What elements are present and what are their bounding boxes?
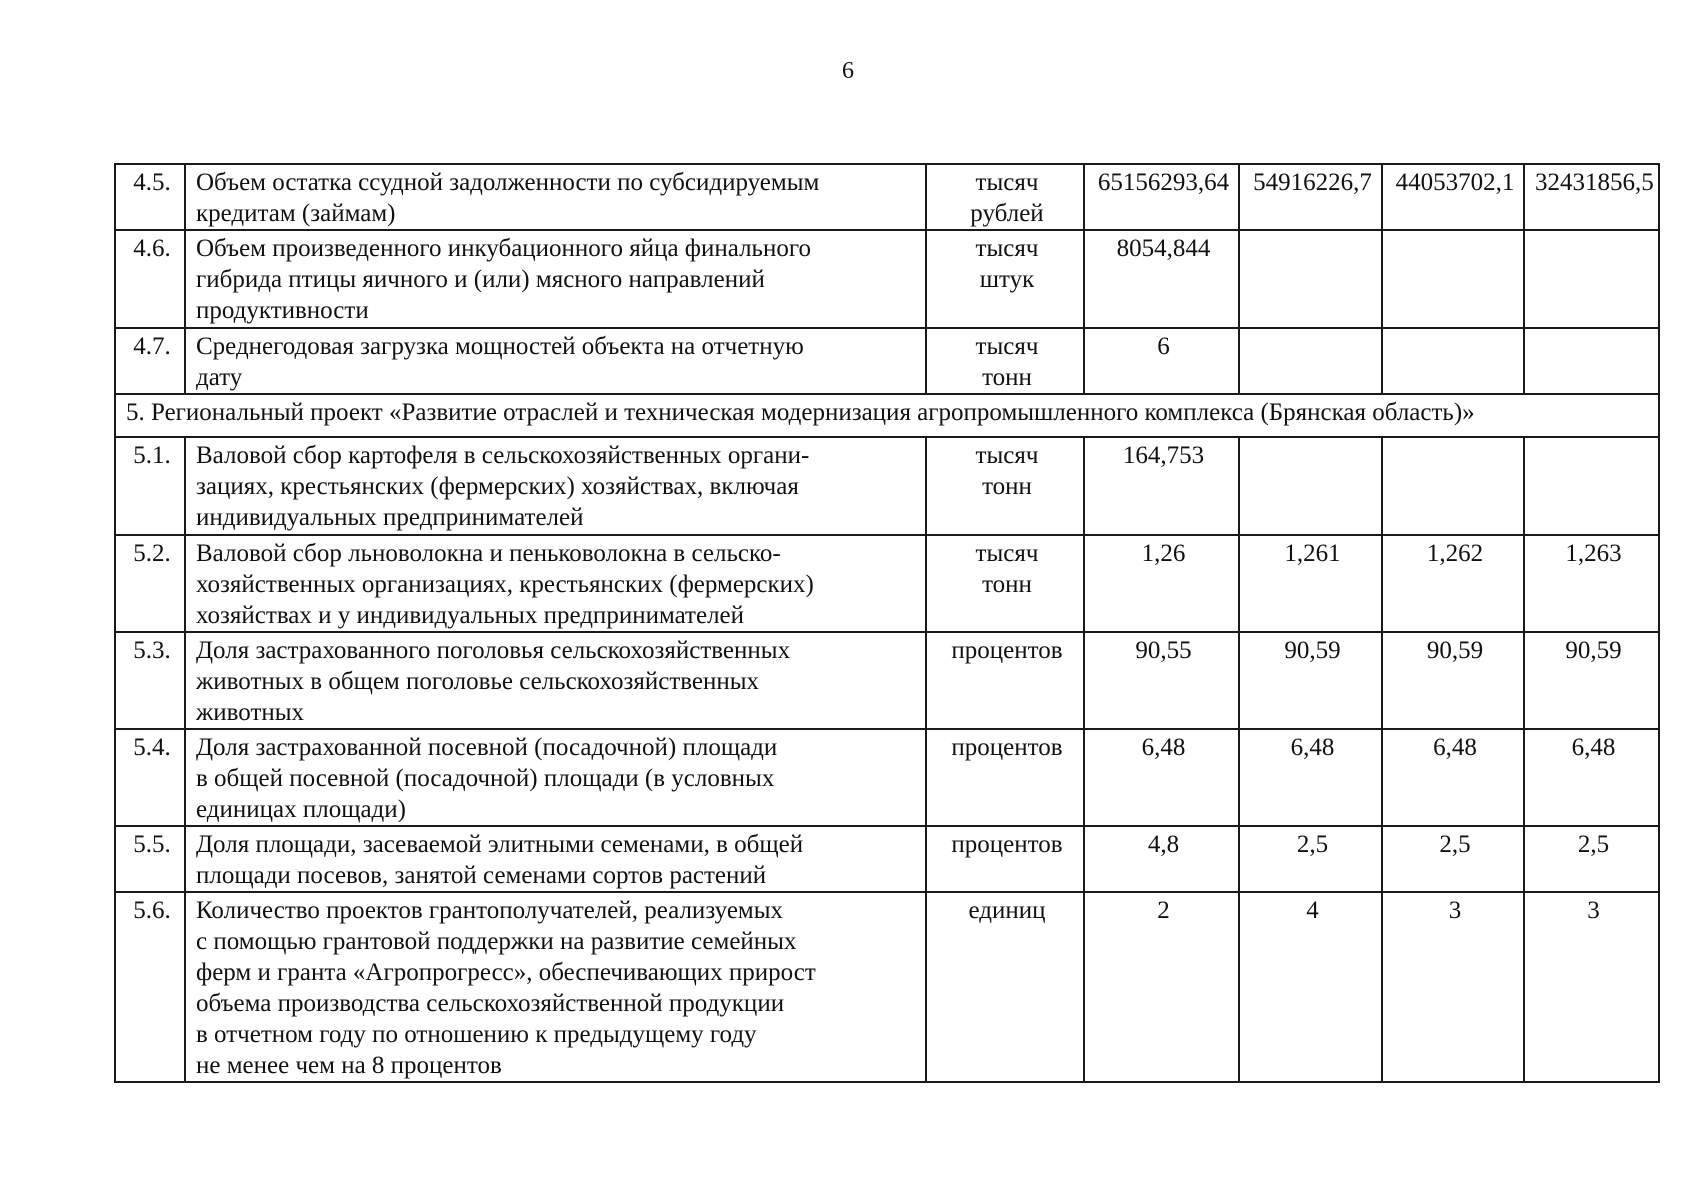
- unit-cell: [926, 729, 1084, 826]
- value-cell: 6,48: [1524, 729, 1659, 826]
- row-number: 5.6.: [115, 892, 185, 1082]
- value-cell: 164,753: [1084, 437, 1239, 535]
- text-line: хозяйствах и у индивидуальных предпринимателей: [196, 602, 745, 629]
- value-cell: 6,48: [1084, 729, 1239, 826]
- text-line: тысяч: [975, 442, 1039, 469]
- text-line: Доля площади, засеваемой элитными семенами, в общей: [196, 831, 804, 858]
- text-line: единиц: [968, 897, 1046, 924]
- text-line: индивидуальных предпринимателей: [196, 504, 584, 531]
- text-line: кредитам (займам): [196, 200, 396, 227]
- value-cell: [1524, 437, 1659, 535]
- text-line: процентов: [951, 734, 1063, 761]
- value-cell: [1239, 230, 1382, 328]
- value-cell: 1,26: [1084, 535, 1239, 632]
- indicator-name: [185, 632, 926, 729]
- text-line: тонн: [982, 473, 1032, 500]
- value-cell: 1,262: [1382, 535, 1524, 632]
- text-line: тысяч: [975, 235, 1039, 262]
- text-line: продуктивности: [196, 297, 369, 324]
- text-line: тонн: [982, 571, 1032, 598]
- value-cell: 2,5: [1382, 826, 1524, 892]
- text-line: зациях, крестьянских (фермерских) хозяйствах, включая: [196, 473, 799, 500]
- text-line: с помощью грантовой поддержки на развитие семейных: [196, 928, 797, 955]
- text-line: процентов: [951, 637, 1063, 664]
- value-cell: 44053702,1: [1382, 164, 1524, 230]
- row-number: 5.2.: [115, 535, 185, 632]
- indicator-name: [185, 230, 926, 328]
- text-line: тысяч: [975, 333, 1039, 360]
- value-cell: [1382, 230, 1524, 328]
- value-cell: 8054,844: [1084, 230, 1239, 328]
- indicator-name: [185, 826, 926, 892]
- text-line: в общей посевной (посадочной) площади (в условных: [196, 765, 775, 792]
- indicator-name: [185, 729, 926, 826]
- text-line: в отчетном году по отношению к предыдущему году: [196, 1021, 757, 1048]
- value-cell: 4: [1239, 892, 1382, 1082]
- text-line: тонн: [982, 364, 1032, 391]
- table-row-4-5: [115, 164, 1659, 230]
- value-cell: 1,261: [1239, 535, 1382, 632]
- text-line: площади посевов, занятой семенами сортов растений: [196, 862, 767, 889]
- text-line: процентов: [951, 831, 1063, 858]
- indicator-name: [185, 437, 926, 535]
- value-cell: 90,59: [1524, 632, 1659, 729]
- unit-cell: [926, 632, 1084, 729]
- value-cell: 2: [1084, 892, 1239, 1082]
- unit-cell: [926, 164, 1084, 230]
- value-cell: 6,48: [1382, 729, 1524, 826]
- table-row-4-7: [115, 328, 1659, 394]
- value-cell: 90,59: [1382, 632, 1524, 729]
- value-cell: 90,59: [1239, 632, 1382, 729]
- text-line: животных: [196, 699, 305, 726]
- table-row-5-6: [115, 892, 1659, 1082]
- value-cell: [1239, 437, 1382, 535]
- row-number: 5.3.: [115, 632, 185, 729]
- value-cell: 6,48: [1239, 729, 1382, 826]
- indicator-name: [185, 535, 926, 632]
- text-line: тысяч: [975, 169, 1039, 196]
- unit-cell: [926, 230, 1084, 328]
- text-line: Доля застрахованной посевной (посадочной) площади: [196, 734, 778, 761]
- text-line: Доля застрахованного поголовья сельскохозяйственных: [196, 637, 791, 664]
- section-row: [115, 394, 1659, 437]
- indicator-name: [185, 164, 926, 230]
- text-line: Объем произведенного инкубационного яйца финального: [196, 235, 811, 262]
- value-cell: [1524, 328, 1659, 394]
- text-line: Валовой сбор картофеля в сельскохозяйственных органи-: [196, 442, 810, 469]
- value-cell: 54916226,7: [1239, 164, 1382, 230]
- value-cell: 3: [1524, 892, 1659, 1082]
- text-line: объема производства сельскохозяйственной продукции: [196, 990, 785, 1017]
- row-number: 4.6.: [115, 230, 185, 328]
- indicators-table: [114, 163, 1660, 1083]
- table-row-5-1: [115, 437, 1659, 535]
- unit-cell: [926, 328, 1084, 394]
- text-line: хозяйственных организациях, крестьянских (фермерских): [196, 571, 814, 598]
- value-cell: 65156293,64: [1084, 164, 1239, 230]
- value-cell: [1524, 230, 1659, 328]
- unit-cell: [926, 826, 1084, 892]
- text-line: рублей: [970, 200, 1044, 227]
- text-line: Количество проектов грантополучателей, реализуемых: [196, 897, 784, 924]
- table-row-4-6: [115, 230, 1659, 328]
- text-line: гибрида птицы яичного и (или) мясного направлений: [196, 266, 765, 293]
- unit-cell: [926, 535, 1084, 632]
- value-cell: 90,55: [1084, 632, 1239, 729]
- value-cell: 2,5: [1524, 826, 1659, 892]
- value-cell: 32431856,5: [1524, 164, 1659, 230]
- indicator-name: [185, 892, 926, 1082]
- table-row-5-5: [115, 826, 1659, 892]
- row-number: 5.5.: [115, 826, 185, 892]
- text-line: тысяч: [975, 540, 1039, 567]
- indicator-name: [185, 328, 926, 394]
- value-cell: [1239, 328, 1382, 394]
- value-cell: [1382, 328, 1524, 394]
- value-cell: 2,5: [1239, 826, 1382, 892]
- text-line: Валовой сбор льноволокна и пеньковолокна в сельско-: [196, 540, 781, 567]
- text-line: животных в общем поголовье сельскохозяйственных: [196, 668, 760, 695]
- text-line: единицах площади): [196, 796, 406, 823]
- table-row-5-3: [115, 632, 1659, 729]
- section-title: 5. Региональный проект «Развитие отраслей и техническая модернизация агропромышленного комплекса (Брянская область)»: [115, 394, 1659, 437]
- text-line: не менее чем на 8 процентов: [196, 1052, 502, 1079]
- value-cell: [1382, 437, 1524, 535]
- unit-cell: [926, 892, 1084, 1082]
- text-line: штук: [979, 266, 1035, 293]
- text-line: дату: [196, 364, 243, 391]
- value-cell: 3: [1382, 892, 1524, 1082]
- text-line: Объем остатка ссудной задолженности по субсидируемым: [196, 169, 820, 196]
- text-line: ферм и гранта «Агропрогресс», обеспечивающих прирост: [196, 959, 816, 986]
- row-number: 4.5.: [115, 164, 185, 230]
- page-number: 6: [842, 58, 854, 84]
- value-cell: 6: [1084, 328, 1239, 394]
- unit-cell: [926, 437, 1084, 535]
- row-number: 5.1.: [115, 437, 185, 535]
- row-number: 4.7.: [115, 328, 185, 394]
- table-row-5-4: [115, 729, 1659, 826]
- row-number: 5.4.: [115, 729, 185, 826]
- table-row-5-2: [115, 535, 1659, 632]
- value-cell: 1,263: [1524, 535, 1659, 632]
- text-line: Среднегодовая загрузка мощностей объекта на отчетную: [196, 333, 804, 360]
- value-cell: 4,8: [1084, 826, 1239, 892]
